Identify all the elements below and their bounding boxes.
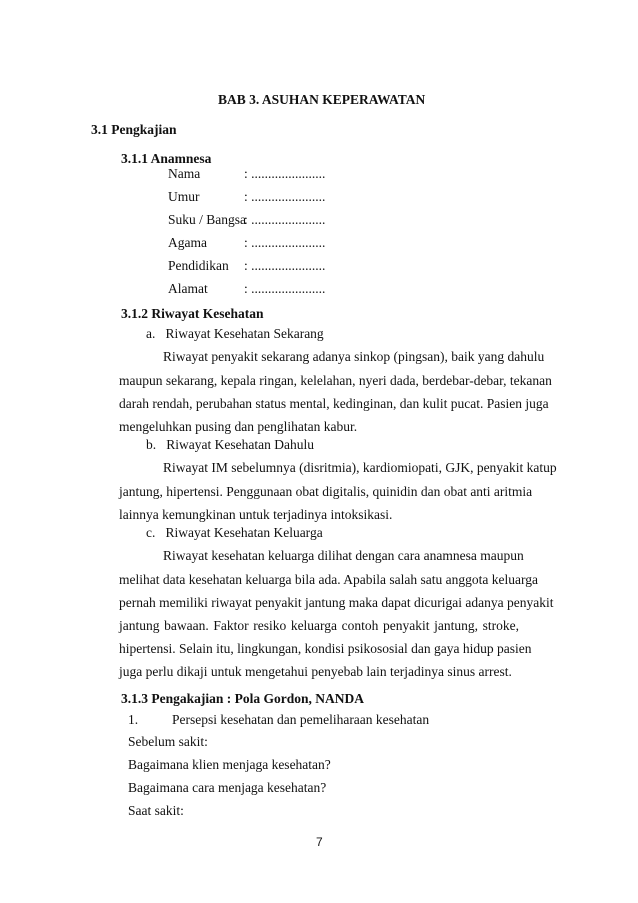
paragraph-line: hipertensi. Selain itu, lingkungan, kondisi psikososial dan gaya hidup pasien — [119, 641, 532, 656]
paragraph-line: jantung, hipertensi. Penggunaan obat digitalis, quinidin dan obat anti aritmia — [119, 484, 533, 499]
list-heading-c: c. Riwayat Kesehatan Keluarga — [146, 525, 323, 540]
paragraph-line: Sebelum sakit: — [128, 734, 208, 749]
field-value-suku-bangsa: : ...................... — [244, 212, 326, 227]
paragraph-line: Riwayat IM sebelumnya (disritmia), kardiomiopati, GJK, penyakit katup — [163, 460, 557, 475]
paragraph-line: Bagaimana cara menjaga kesehatan? — [128, 780, 327, 795]
field-label-nama: Nama — [168, 166, 201, 181]
list-number: 1. — [128, 712, 139, 727]
chapter-title: BAB 3. ASUHAN KEPERAWATAN — [218, 92, 426, 107]
page-number: 7 — [316, 835, 323, 849]
paragraph-line: juga perlu dikaji untuk mengetahui penyebab lain terjadinya sinus arrest. — [119, 664, 512, 679]
paragraph-line: pernah memiliki riwayat penyakit jantung maka dapat dicurigai adanya penyakit — [119, 595, 554, 610]
field-label-pendidikan: Pendidikan — [168, 258, 229, 273]
field-value-agama: : ...................... — [244, 235, 326, 250]
paragraph-line: Riwayat penyakit sekarang adanya sinkop (pingsan), baik yang dahulu — [163, 349, 545, 364]
field-label-alamat: Alamat — [168, 281, 208, 296]
paragraph-line: darah rendah, perubahan status mental, kedinginan, dan kulit pucat. Pasien juga — [119, 396, 549, 411]
field-label-suku-bangsa: Suku / Bangsa — [168, 212, 247, 227]
list-heading-b: b. Riwayat Kesehatan Dahulu — [146, 437, 314, 452]
field-label-umur: Umur — [168, 189, 200, 204]
paragraph-line: Saat sakit: — [128, 803, 184, 818]
paragraph-line: maupun sekarang, kepala ringan, kelelahan, nyeri dada, berdebar-debar, tekanan — [119, 373, 552, 388]
paragraph-line: Riwayat kesehatan keluarga dilihat dengan cara anamnesa maupun — [163, 548, 524, 563]
paragraph-line: jantung bawaan. Faktor resiko keluarga contoh penyakit jantung, stroke, — [119, 618, 519, 633]
field-value-nama: : ...................... — [244, 166, 326, 181]
subsection-heading: 3.1.2 Riwayat Kesehatan — [121, 306, 264, 321]
field-value-umur: : ...................... — [244, 189, 326, 204]
paragraph-line: Bagaimana klien menjaga kesehatan? — [128, 757, 331, 772]
list-item-text: Persepsi kesehatan dan pemeliharaan kesehatan — [172, 712, 430, 727]
section-heading: 3.1 Pengkajian — [91, 122, 177, 137]
field-value-alamat: : ...................... — [244, 281, 326, 296]
field-label-agama: Agama — [168, 235, 207, 250]
paragraph-line: lainnya kemungkinan untuk terjadinya intoksikasi. — [119, 507, 393, 522]
paragraph-line: melihat data kesehatan keluarga bila ada. Apabila salah satu anggota keluarga — [119, 572, 538, 587]
paragraph-line: mengeluhkan pusing dan penglihatan kabur. — [119, 419, 358, 434]
subsection-heading: 3.1.1 Anamnesa — [121, 151, 212, 166]
subsection-heading: 3.1.3 Pengakajian : Pola Gordon, NANDA — [121, 691, 365, 706]
list-heading-a: a. Riwayat Kesehatan Sekarang — [146, 326, 324, 341]
field-value-pendidikan: : ...................... — [244, 258, 326, 273]
